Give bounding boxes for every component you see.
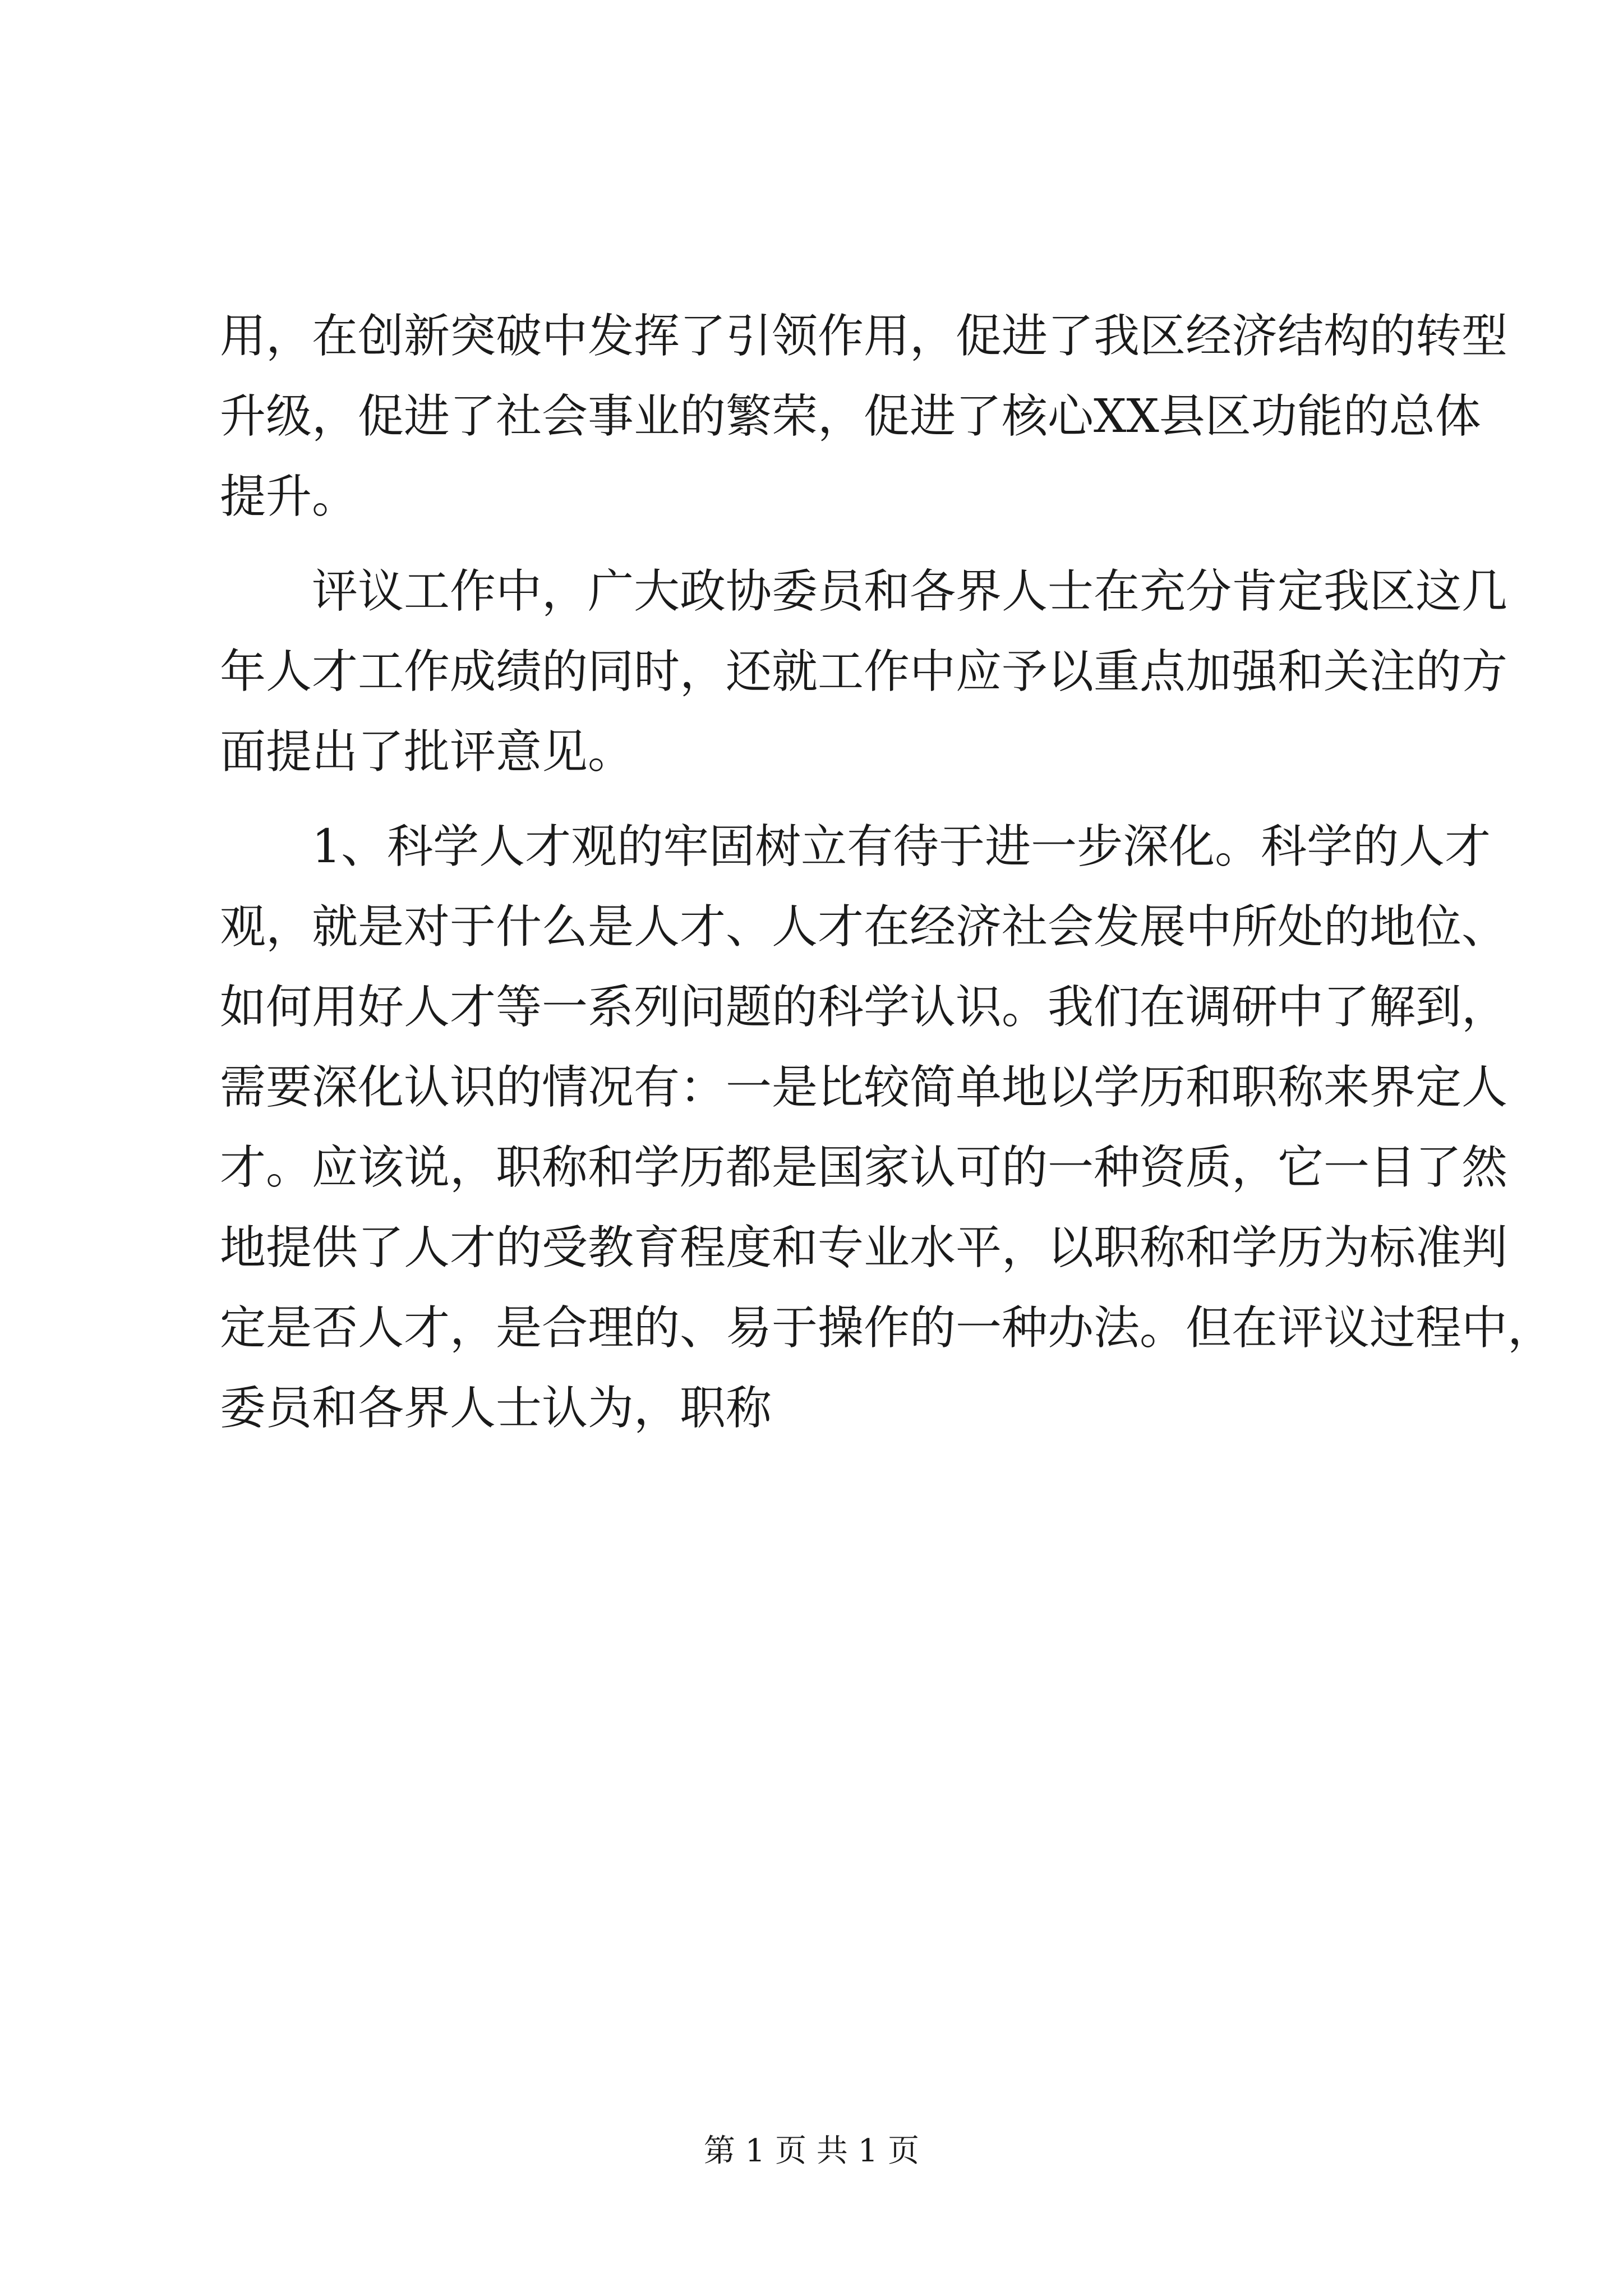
paragraph-first-line: 评议工作中，广大政协委员和各界人士在充分肯定我区这几 [312,565,1508,618]
text-line: 地提供了人才的受教育程度和专业水平，以职称和学历为标准判 [220,1221,1508,1274]
text-line: 面提出了批评意见。 [220,725,634,779]
paragraph-first-line: 1、科学人才观的牢固树立有待于进一步深化。科学的人才 [312,820,1491,873]
text-line: 用，在创新突破中发挥了引领作用，促进了我区经济结构的转型 [220,310,1508,363]
page-number-footer: 第 1 页 共 1 页 [703,2133,920,2169]
text-line: 观，就是对于什么是人才、人才在经济社会发展中所处的地位、 [220,900,1508,954]
text-line: 需要深化认识的情况有：一是比较简单地以学历和职称来界定人 [220,1061,1508,1114]
text-line: 才。应该说，职称和学历都是国家认可的一种资质，它一目了然 [220,1141,1508,1194]
text-line: 提升。 [220,470,358,523]
text-line: 委员和各界人士认为，职称 [220,1382,772,1435]
text-line: 升级，促进了社会事业的繁荣，促进了核心XX县区功能的总体 [220,390,1481,443]
text-line: 如何用好人才等一系列问题的科学认识。我们在调研中了解到， [220,981,1508,1034]
text-line: 定是否人才，是合理的、易于操作的一种办法。但在评议过程中， [220,1301,1554,1355]
text-line: 年人才工作成绩的同时，还就工作中应予以重点加强和关注的方 [220,645,1508,698]
